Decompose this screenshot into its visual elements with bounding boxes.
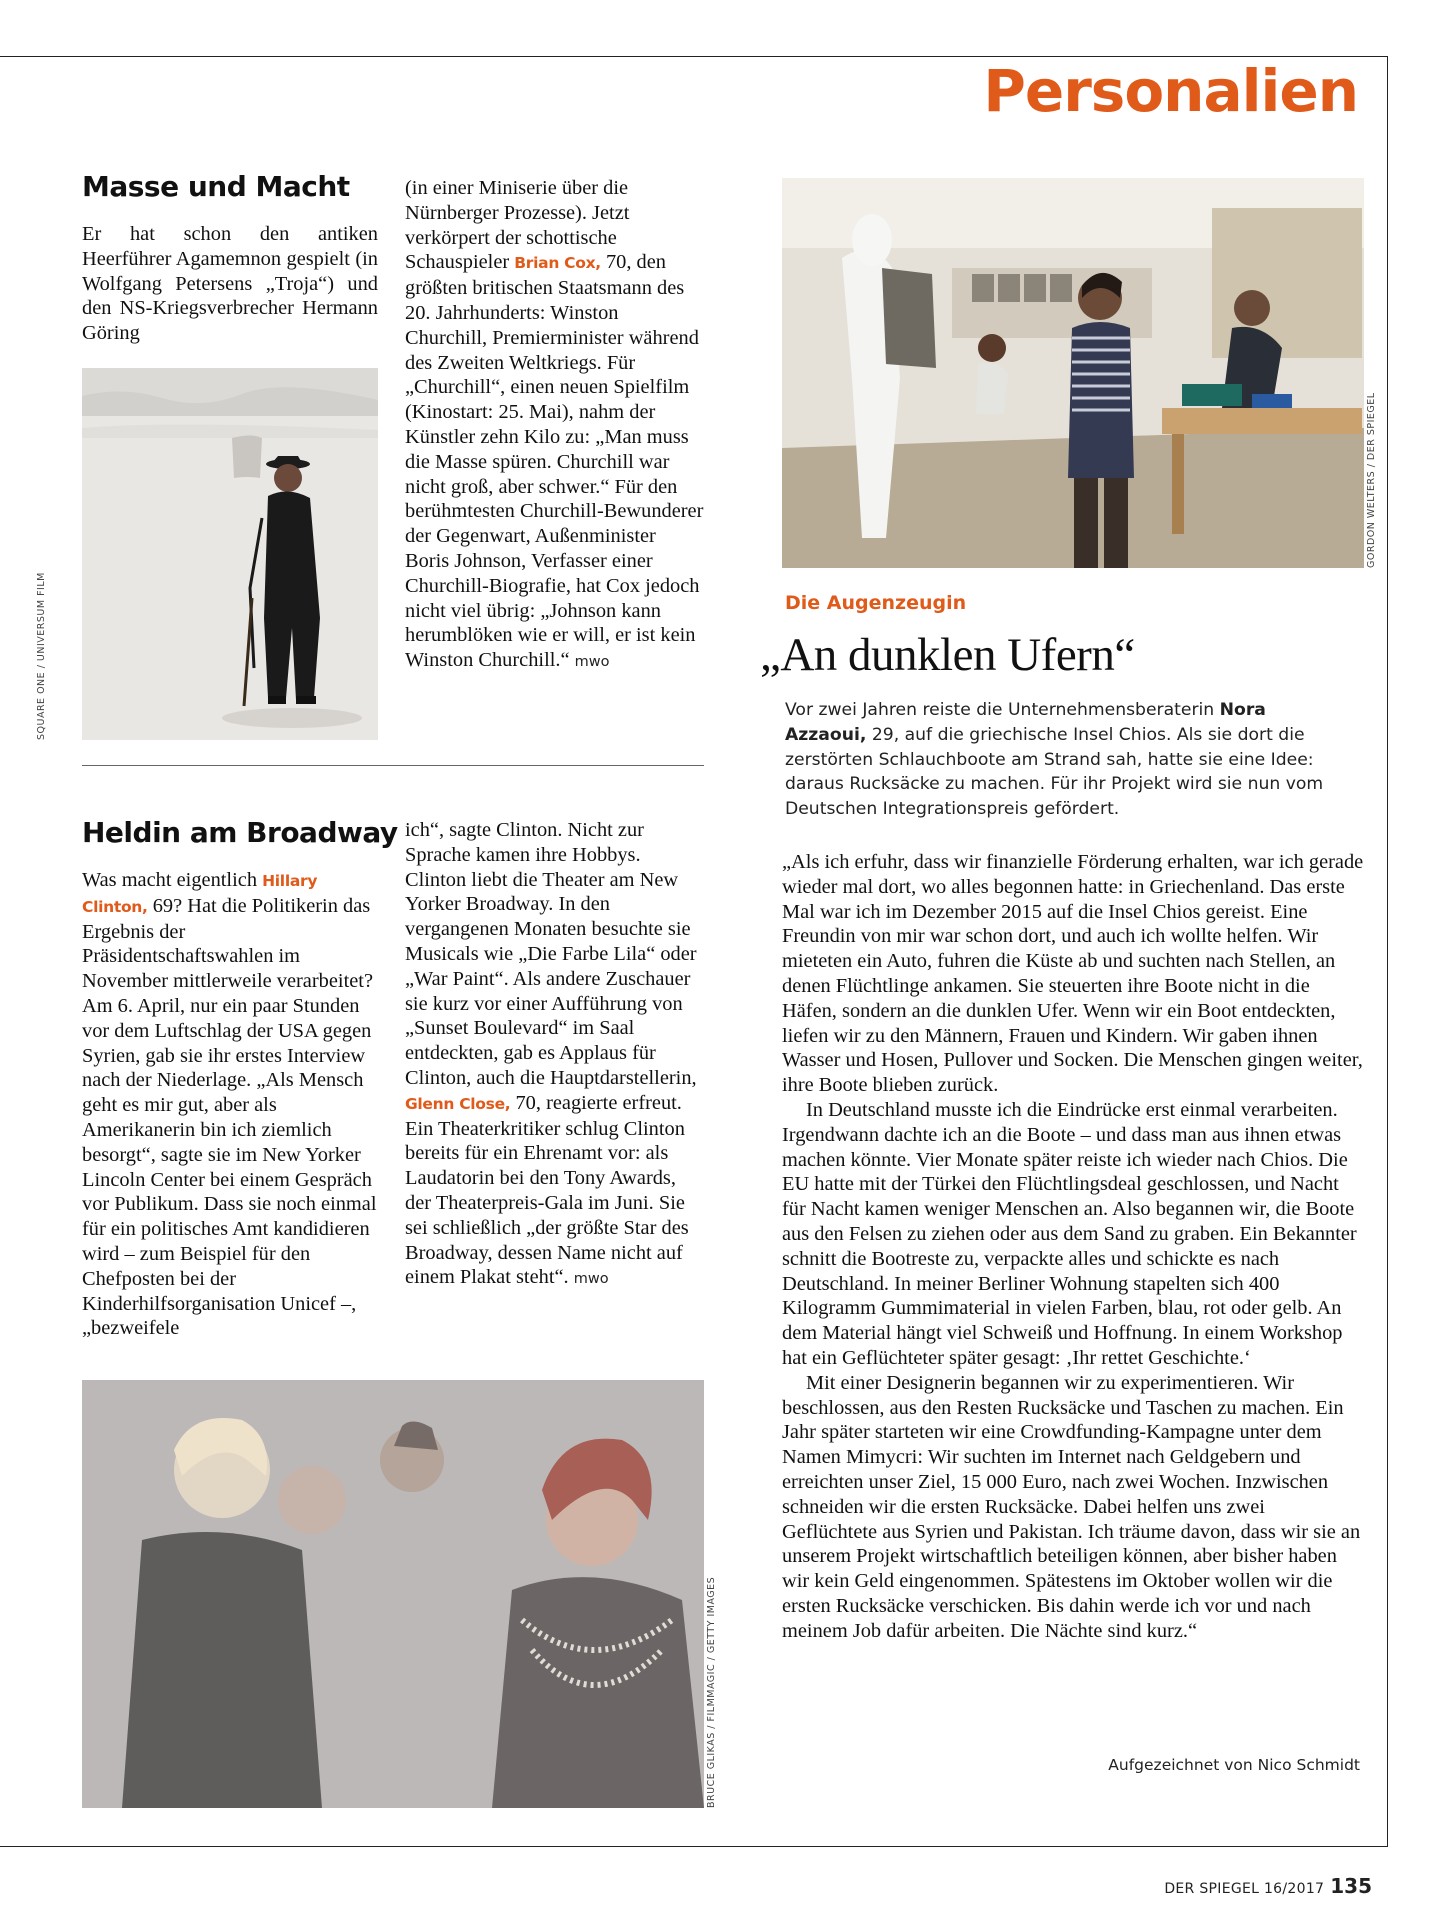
article2-col1 bbox=[82, 868, 378, 1341]
article-divider bbox=[82, 765, 704, 766]
workshop-photo bbox=[782, 178, 1364, 568]
article3-intro bbox=[785, 698, 1345, 822]
workshop-illustration bbox=[782, 178, 1364, 568]
person-name-nora-azzaoui: Nora Azzaoui, bbox=[785, 700, 1266, 745]
article3-photo-credit: GORDON WELTERS / DER SPIEGEL bbox=[1366, 392, 1377, 568]
article1-col2-b: 70, den größten britischen Staatsmann des 20. Jahrhunderts: Winston Churchill, Premierminister während des Zweiten Weltkriegs. Für „Churchill“, einen neuen Spielfilm (Kinostart: 25. Mai), nahm der Künstler zehn Kilo zu: „Man muss die Masse spüren. Churchill war nicht groß, aber schwer.“ Für den berühmtesten Churchill-Bewunderer der Gegenwart, Außenminister Boris Johnson, Verfasser einer Churchill-Biografie, hat Cox jedoch nicht viel übrig: „Johnson kann herumblöken wie er will, er ist kein Winston Churchill.“ bbox=[405, 251, 704, 672]
article1-col2 bbox=[405, 176, 705, 675]
article1-title: Masse und Macht bbox=[82, 170, 350, 203]
broadway-photo bbox=[82, 1380, 704, 1808]
article1-col1-text: Er hat schon den antiken Heerführer Agamemnon gespielt (in Wolfgang Petersens „Troja“) und den NS-Kriegsverbrecher Hermann Göring bbox=[82, 223, 378, 345]
page-footer bbox=[1164, 1874, 1372, 1898]
article1-col1 bbox=[82, 222, 378, 346]
article3-para2: In Deutschland musste ich die Eindrücke erst einmal verarbeiten. Irgendwann dachte ich an die Boote – und dass man aus ihnen etwas machen könnte. Vier Monate später reiste ich wieder nach Chios. Die EU hatte mit der Türkei den Flüchtlingsdeal geschlossen, und Nacht für Nacht kamen weniger Menschen an. Also begannen wir, die Boote aus den Felsen zu ziehen oder aus dem Sand zu graben. Ein Bekannter schnitt die Bootreste zu, verpackte alles und schickte es nach Deutschland. In meiner Berliner Wohnung stapelten sich 400 Kilogramm Gummimaterial in vielen Farben, blau, rot oder gelb. An dem Material hängt viel Schweiß und Hoffnung. In einem Workshop hat ein Geflüchteter später gesagt: ‚Ihr rettet Geschichte.‘ bbox=[782, 1098, 1357, 1369]
article1-col2-a: (in einer Miniserie über die Nürnberger Prozesse). Jetzt verkörpert der schottische Schauspieler bbox=[405, 177, 630, 274]
article3-kicker: Die Augenzeugin bbox=[785, 592, 967, 614]
article3-body bbox=[782, 850, 1364, 1644]
article2-col1-text bbox=[82, 868, 378, 1341]
article2-col1-b: 69? Hat die Politikerin das Ergebnis der Präsidentschaftswahlen im November mittlerweile verarbeitet? Am 6. April, nur ein paar Stunden vor dem Luftschlag der USA gegen Syrien, gab sie ihr erstes Interview nach der Niederlage. „Als Mensch geht es mir gut, aber als Amerikanerin bin ich ziemlich besorgt“, sagte sie im New Yorker Lincoln Center bei einem Gespräch vor Publikum. Dass sie noch einmal für ein politisches Amt kandidieren wird – zum Beispiel für den Chefposten bei der Kinderhilfsorganisation Unicef –, „bezweifele bbox=[82, 894, 377, 1340]
churchill-illustration bbox=[82, 368, 378, 740]
article2-signature: mwo bbox=[573, 1271, 609, 1288]
article2-col2-text bbox=[405, 818, 705, 1292]
churchill-photo bbox=[82, 368, 378, 740]
article3-intro-b: 29, auf die griechische Insel Chios. Als sie dort die zerstörten Schlauchboote am Strand sah, hatte sie eine Idee: daraus Rucksäcke zu machen. Für ihr Projekt wird sie nun vom Deutschen Integrationspreis gefördert. bbox=[785, 724, 1324, 820]
article2-col2 bbox=[405, 818, 705, 1292]
article2-col2-b: 70, reagierte erfreut. Ein Theaterkritiker schlug Clinton bereits für ein Ehrenamt vor: als Laudatorin bei den Tony Awards, der Theaterpreis-Gala im Juni. Sie sei schließlich „der größte Star des Broadway, dessen Name nicht auf einem Plakat steht“. bbox=[405, 1091, 689, 1289]
section-title: Personalien bbox=[983, 57, 1358, 125]
article3-title: „An dunklen Ufern“ bbox=[760, 629, 1135, 681]
article3-author: Aufgezeichnet von Nico Schmidt bbox=[1108, 1756, 1360, 1774]
person-name-hillary-clinton: Hillary Clinton, bbox=[82, 872, 318, 916]
article3-para1: „Als ich erfuhr, dass wir finanzielle Förderung erhalten, war ich gerade wieder mal dort, wo alles begonnen hatte: in Griechenland. Das erste Mal war ich im Dezember 2015 auf die Insel Chios gereist. Eine Freundin von mir war schon dort, und auch ich wollte helfen. Wir mieteten ein Auto, fuhren die Küste ab und suchten nach Stellen, an denen Flüchtlinge ankamen. Sie steuerten ihre Boote nicht in die Häfen, sondern an die dunklen Ufer. Wenn wir ein Boot entdeckten, liefen wir zu den Männern, Frauen und Kindern. Wir gaben ihnen Wasser und Hosen, Pullover und Socken. Die Menschen gingen weiter, ihre Boote blieben zurück. bbox=[782, 851, 1364, 1097]
article1-col2-text bbox=[405, 176, 705, 675]
article2-col2-a: ich“, sagte Clinton. Nicht zur Sprache kamen ihre Hobbys. Clinton liebt die Theater am New Yorker Broadway. In den vergangenen Monaten besuchte sie Musicals wie „Die Farbe Lila“ oder „War Paint“. Als andere Zuschauer sie kurz vor einer Aufführung von „Sunset Boulevard“ im Saal entdeckten, gab es Applaus für Clinton, auch die Hauptdarstellerin, bbox=[405, 819, 697, 1089]
frame-bottom-rule bbox=[0, 1846, 1388, 1847]
article1-photo-credit: SQUARE ONE / UNIVERSUM FILM bbox=[36, 572, 47, 740]
article1-signature: mwo bbox=[574, 654, 610, 671]
frame-right-rule bbox=[1387, 56, 1388, 1846]
footer-page-number: 135 bbox=[1330, 1874, 1372, 1898]
article3-intro-a: Vor zwei Jahren reiste die Unternehmensberaterin bbox=[785, 700, 1220, 720]
article2-col1-a: Was macht eigentlich bbox=[82, 869, 263, 891]
person-name-brian-cox: Brian Cox, bbox=[514, 254, 601, 273]
article2-title: Heldin am Broadway bbox=[82, 816, 398, 849]
broadway-illustration bbox=[82, 1380, 704, 1808]
person-name-glenn-close: Glenn Close, bbox=[405, 1094, 511, 1113]
article3-para3: Mit einer Designerin begannen wir zu experimentieren. Wir beschlossen, aus den Resten Rucksäcke und Taschen zu machen. Ein Jahr später starteten wir eine Crowdfunding-Kampagne unter dem Namen Mimycri: Wir suchten im Internet nach Geldgebern und erreichten unser Ziel, 15 000 Euro, nach zwei Wochen. Inzwischen schneiden wir die ersten Rucksäcke. Dabei helfen uns zwei Geflüchtete aus Syrien und Pakistan. Ich träume davon, dass wir sie an unserem Projekt wirtschaftlich beteiligen können, aber bisher haben wir kein Geld eingenommen. Spätestens im Oktober wollen wir die ersten Rucksäcke verschicken. Bis dahin werde ich vor und nach meinem Job dafür arbeiten. Die Nächte sind kurz.“ bbox=[782, 1371, 1361, 1642]
footer-magazine: DER SPIEGEL 16/2017 bbox=[1164, 1881, 1325, 1897]
article2-photo-credit: BRUCE GLIKAS / FILMMAGIC / GETTY IMAGES bbox=[706, 1576, 717, 1808]
